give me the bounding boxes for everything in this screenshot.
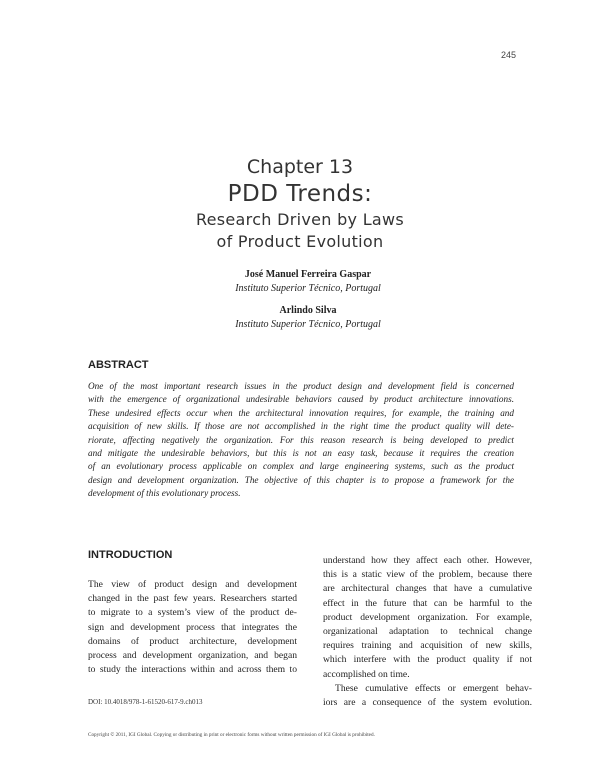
abstract-line: One of the most important research issues in the product design and development field is concerned (88, 381, 514, 391)
body-line: domains of product architecture, development (88, 635, 297, 647)
abstract-line: with the emergence of organizational undesirable behaviors caused by product architecture innovations. (88, 394, 514, 405)
copyright-notice: Copyright © 2011, IGI Global. Copying or distributing in print or electronic forms without written permission of IGI Global is prohibited. (88, 732, 375, 738)
introduction-left-column (88, 578, 297, 677)
author-affiliation: Instituto Superior Técnico, Portugal (235, 283, 381, 294)
chapter-title: PDD Trends: (227, 181, 373, 207)
chapter-subtitle-line-2: of Product Evolution (216, 232, 384, 251)
body-line: The view of product design and development (88, 579, 297, 590)
body-line: changed in the past few years. Researchers started (88, 593, 297, 605)
abstract-line: design and development organization. The objective of this chapter is to propose a framework for the (88, 474, 514, 485)
abstract-line: of an evolutionary process applicable on complex and large engineering systems, such as the product (88, 461, 514, 472)
body-line: sign and development process that integrates the (88, 621, 297, 633)
introduction-right-column (323, 554, 532, 710)
body-line: are architectural changes that have a cumulative (323, 583, 532, 595)
chapter-label: Chapter 13 (246, 156, 354, 178)
body-line: accomplished on time. (323, 668, 410, 680)
body-line: to study the interactions within and across them to (88, 664, 297, 676)
introduction-heading: INTRODUCTION (88, 549, 173, 561)
author-affiliation: Instituto Superior Técnico, Portugal (235, 319, 381, 330)
abstract-line: riorate, affecting negatively the organization. For this reason research is being developed to predict (88, 434, 514, 445)
body-line: this is a static view of the problem, because there (323, 569, 532, 581)
doi: DOI: 10.4018/978-1-61520-617-9.ch013 (88, 698, 203, 706)
chapter-subtitle-line-1: Research Driven by Laws (195, 210, 405, 229)
author-name: José Manuel Ferreira Gaspar (244, 269, 372, 280)
body-line: organizational adaptation to technical change (323, 626, 532, 638)
body-line: product development organization. For example, (323, 611, 532, 623)
abstract-line: development of this evolutionary process. (88, 488, 241, 499)
page-number: 245 (500, 50, 516, 60)
body-line: to migrate to a system’s view of the product de- (88, 607, 297, 619)
body-line: process and development organization, and began (88, 650, 297, 662)
body-line: iors are a consequence of the system evolution. (323, 697, 532, 709)
body-line: These cumulative effects or emergent behav- (335, 682, 532, 694)
abstract-line: acquisition of new skills. If those are not accomplished in the right time the product quality will dete- (88, 421, 514, 432)
body-line: which interfere with the product quality if not (323, 654, 532, 666)
abstract-line: These undesired effects occur when the architectural innovation requires, for example, the training and (88, 407, 514, 418)
body-line: effect in the future that can be harmful to the (323, 597, 532, 609)
body-line: understand how they affect each other. However, (323, 555, 532, 566)
abstract-line: and mitigate the undesirable behaviors, but this is not an easy task, because it requires the creation (88, 448, 514, 459)
body-line: requires training and acquisition of new skills, (323, 640, 532, 652)
abstract-body (88, 380, 514, 501)
author-name: Arlindo Silva (279, 305, 337, 316)
abstract-heading: ABSTRACT (88, 359, 149, 371)
